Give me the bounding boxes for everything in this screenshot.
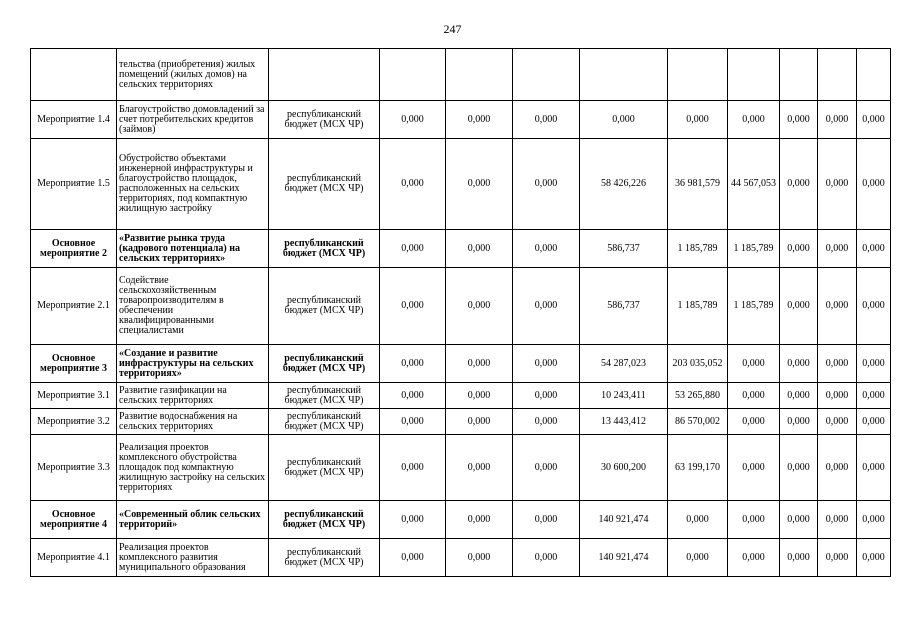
- row-value: 13 443,412: [580, 409, 668, 435]
- row-code: Основное мероприятие 4: [31, 501, 117, 539]
- row-program: «Современный облик сельских территорий»: [117, 501, 269, 539]
- budget-table: [30, 48, 891, 577]
- row-value: 0,000: [857, 345, 891, 383]
- table-row: [31, 383, 891, 409]
- page-number: 247: [443, 22, 462, 36]
- row-funding-source: республиканский бюджет (МСХ ЧР): [269, 139, 380, 230]
- row-program: «Создание и развитие инфраструктуры на сельских территориях»: [117, 345, 269, 383]
- row-value: 0,000: [380, 383, 446, 409]
- row-value: 0,000: [728, 501, 780, 539]
- row-value: 0,000: [780, 383, 818, 409]
- row-value: [446, 49, 513, 101]
- row-value: 0,000: [857, 383, 891, 409]
- row-value: 0,000: [580, 101, 668, 139]
- row-value: 0,000: [513, 501, 580, 539]
- row-value: 0,000: [446, 268, 513, 345]
- row-value: 0,000: [728, 435, 780, 501]
- row-value: 0,000: [446, 383, 513, 409]
- row-value: 0,000: [857, 435, 891, 501]
- row-value: 0,000: [728, 345, 780, 383]
- row-value: 0,000: [380, 101, 446, 139]
- row-value: [380, 49, 446, 101]
- row-value: 0,000: [446, 501, 513, 539]
- row-program: Содействие сельскохозяйственным товаропроизводителям в обеспечении квалифицированными специалистами: [117, 268, 269, 345]
- row-value: 0,000: [780, 539, 818, 577]
- row-value: 36 981,579: [668, 139, 728, 230]
- table-row: [31, 230, 891, 268]
- row-program: тельства (приобретения) жилых помещений (жилых домов) на сельских территориях: [117, 49, 269, 101]
- row-funding-source: республиканский бюджет (МСХ ЧР): [269, 435, 380, 501]
- row-funding-source: [269, 49, 380, 101]
- row-value: 0,000: [446, 409, 513, 435]
- row-value: 586,737: [580, 268, 668, 345]
- table-row: [31, 539, 891, 577]
- row-value: 63 199,170: [668, 435, 728, 501]
- row-funding-source: республиканский бюджет (МСХ ЧР): [269, 101, 380, 139]
- row-value: 1 185,789: [668, 268, 728, 345]
- row-code: Основное мероприятие 2: [31, 230, 117, 268]
- row-value: 0,000: [857, 409, 891, 435]
- row-value: 0,000: [380, 268, 446, 345]
- row-value: 0,000: [780, 435, 818, 501]
- row-value: 0,000: [780, 345, 818, 383]
- row-value: 44 567,053: [728, 139, 780, 230]
- row-value: 53 265,880: [668, 383, 728, 409]
- row-value: 0,000: [446, 139, 513, 230]
- row-value: 0,000: [818, 435, 857, 501]
- row-value: 0,000: [446, 345, 513, 383]
- row-value: [668, 49, 728, 101]
- row-value: 54 287,023: [580, 345, 668, 383]
- row-value: 0,000: [818, 230, 857, 268]
- row-value: 0,000: [513, 268, 580, 345]
- row-value: 0,000: [668, 101, 728, 139]
- row-value: 0,000: [380, 409, 446, 435]
- row-value: 0,000: [380, 230, 446, 268]
- row-value: 1 185,789: [728, 268, 780, 345]
- row-value: 0,000: [380, 139, 446, 230]
- table-row: [31, 139, 891, 230]
- row-funding-source: республиканский бюджет (МСХ ЧР): [269, 383, 380, 409]
- row-value: 140 921,474: [580, 539, 668, 577]
- table-row: [31, 101, 891, 139]
- row-funding-source: республиканский бюджет (МСХ ЧР): [269, 268, 380, 345]
- row-value: 0,000: [818, 139, 857, 230]
- row-funding-source: республиканский бюджет (МСХ ЧР): [269, 501, 380, 539]
- row-value: 0,000: [728, 409, 780, 435]
- row-code: Мероприятие 1.4: [31, 101, 117, 139]
- row-value: 0,000: [728, 101, 780, 139]
- row-value: 0,000: [380, 539, 446, 577]
- row-value: 0,000: [857, 230, 891, 268]
- row-code: Мероприятие 2.1: [31, 268, 117, 345]
- row-program: «Развитие рынка труда (кадрового потенциала) на сельских территориях»: [117, 230, 269, 268]
- row-value: 0,000: [513, 409, 580, 435]
- row-value: 0,000: [857, 268, 891, 345]
- row-value: 0,000: [446, 230, 513, 268]
- row-value: 0,000: [780, 268, 818, 345]
- row-value: [580, 49, 668, 101]
- row-value: 0,000: [857, 539, 891, 577]
- row-value: 0,000: [728, 539, 780, 577]
- table-row: [31, 49, 891, 101]
- row-value: 0,000: [668, 501, 728, 539]
- row-value: 0,000: [380, 435, 446, 501]
- row-funding-source: республиканский бюджет (МСХ ЧР): [269, 409, 380, 435]
- row-value: 0,000: [818, 383, 857, 409]
- row-value: 1 185,789: [668, 230, 728, 268]
- row-value: 0,000: [818, 539, 857, 577]
- row-program: Благоустройство домовладений за счет потребительских кредитов (займов): [117, 101, 269, 139]
- table-row: [31, 435, 891, 501]
- table-row: [31, 268, 891, 345]
- row-value: 0,000: [857, 501, 891, 539]
- row-value: 0,000: [818, 268, 857, 345]
- row-value: 86 570,002: [668, 409, 728, 435]
- row-value: 0,000: [513, 345, 580, 383]
- table-row: [31, 409, 891, 435]
- row-funding-source: республиканский бюджет (МСХ ЧР): [269, 230, 380, 268]
- row-value: 0,000: [780, 501, 818, 539]
- row-value: 0,000: [513, 139, 580, 230]
- row-code: Мероприятие 4.1: [31, 539, 117, 577]
- row-program: Обустройство объектами инженерной инфраструктуры и благоустройство площадок, расположенных на сельских территориях, под компактную жилищную застройку: [117, 139, 269, 230]
- row-value: 0,000: [513, 230, 580, 268]
- row-value: [780, 49, 818, 101]
- row-value: [818, 49, 857, 101]
- row-code: Мероприятие 3.1: [31, 383, 117, 409]
- row-value: 0,000: [857, 139, 891, 230]
- row-value: 58 426,226: [580, 139, 668, 230]
- row-value: 0,000: [728, 383, 780, 409]
- row-value: 0,000: [446, 539, 513, 577]
- row-code: Мероприятие 3.3: [31, 435, 117, 501]
- row-value: 0,000: [513, 383, 580, 409]
- row-funding-source: республиканский бюджет (МСХ ЧР): [269, 539, 380, 577]
- row-value: [513, 49, 580, 101]
- row-code: Основное мероприятие 3: [31, 345, 117, 383]
- row-code: [31, 49, 117, 101]
- row-value: 203 035,052: [668, 345, 728, 383]
- row-value: 0,000: [818, 409, 857, 435]
- row-value: 0,000: [818, 101, 857, 139]
- row-value: [728, 49, 780, 101]
- row-program: Реализация проектов комплексного развития муниципального образования: [117, 539, 269, 577]
- row-value: 0,000: [446, 101, 513, 139]
- row-value: 0,000: [780, 139, 818, 230]
- row-value: 0,000: [380, 345, 446, 383]
- row-value: 0,000: [780, 230, 818, 268]
- row-value: 0,000: [513, 539, 580, 577]
- row-value: 30 600,200: [580, 435, 668, 501]
- row-value: 10 243,411: [580, 383, 668, 409]
- row-program: Развитие водоснабжения на сельских территориях: [117, 409, 269, 435]
- row-value: 140 921,474: [580, 501, 668, 539]
- row-value: 0,000: [513, 435, 580, 501]
- table-row: [31, 501, 891, 539]
- row-value: 0,000: [780, 101, 818, 139]
- row-value: 0,000: [668, 539, 728, 577]
- row-value: [857, 49, 891, 101]
- row-program: Реализация проектов комплексного обустройства площадок под компактную жилищную застройку на сельских территориях: [117, 435, 269, 501]
- table-row: [31, 345, 891, 383]
- row-code: Мероприятие 1.5: [31, 139, 117, 230]
- row-value: 0,000: [818, 345, 857, 383]
- row-program: Развитие газификации на сельских территориях: [117, 383, 269, 409]
- row-value: 0,000: [780, 409, 818, 435]
- row-value: 1 185,789: [728, 230, 780, 268]
- row-value: 0,000: [857, 101, 891, 139]
- row-value: 0,000: [513, 101, 580, 139]
- row-funding-source: республиканский бюджет (МСХ ЧР): [269, 345, 380, 383]
- row-value: 0,000: [380, 501, 446, 539]
- row-value: 0,000: [446, 435, 513, 501]
- row-value: 586,737: [580, 230, 668, 268]
- row-code: Мероприятие 3.2: [31, 409, 117, 435]
- row-value: 0,000: [818, 501, 857, 539]
